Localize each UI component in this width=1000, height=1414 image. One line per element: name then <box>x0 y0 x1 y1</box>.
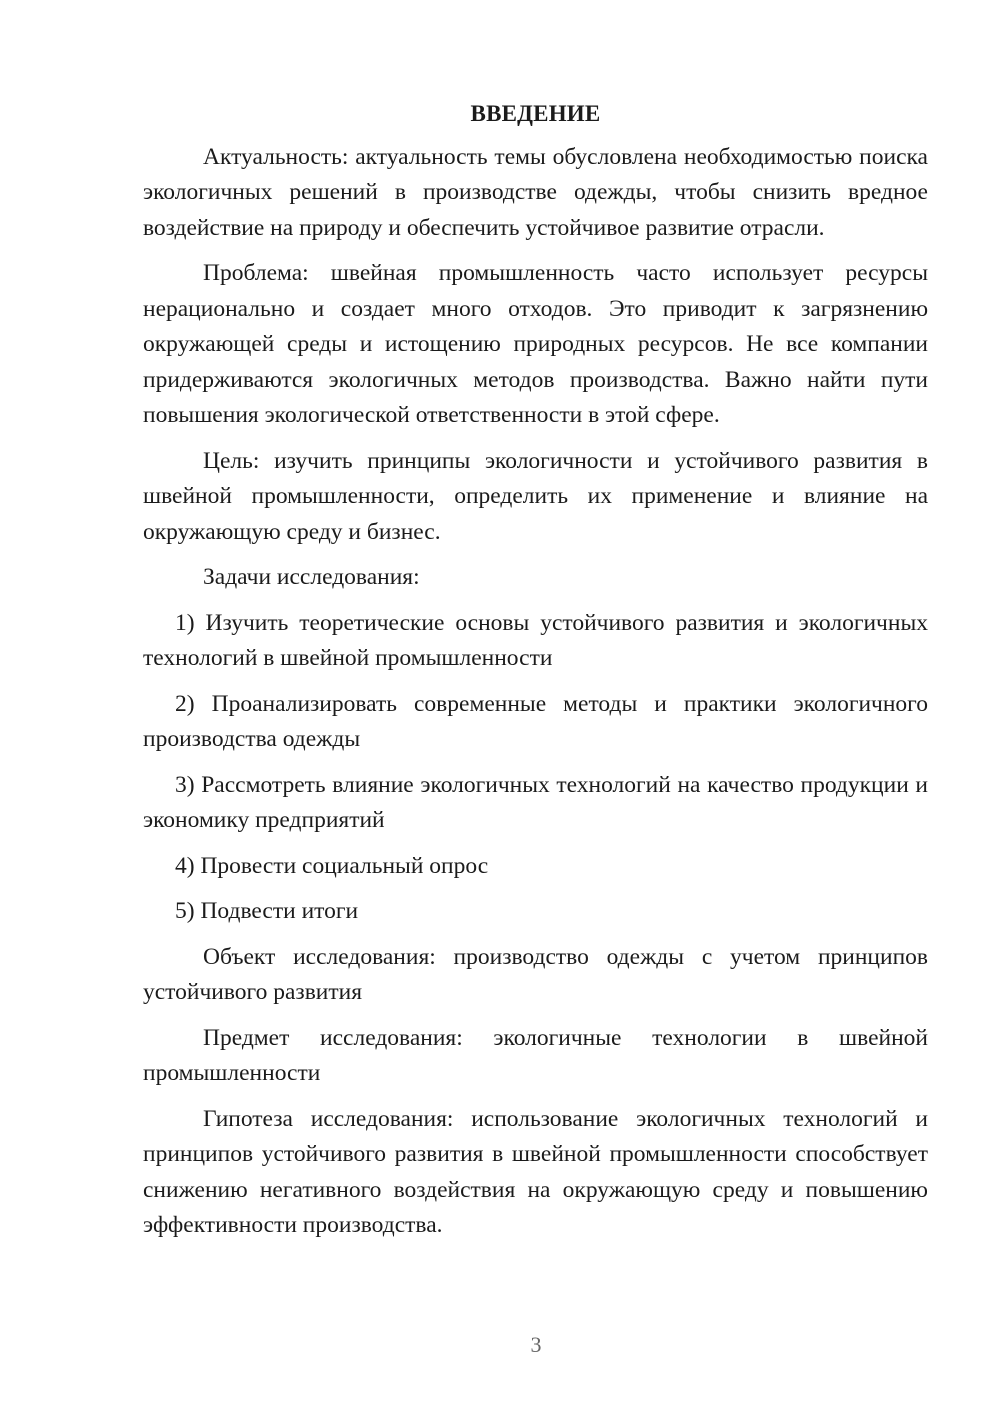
page-number: 3 <box>530 1332 542 1357</box>
paragraph-subject: Предмет исследования: экологичные технологии в швейной промышленности <box>143 1024 928 1086</box>
paragraph-relevance: Актуальность: актуальность темы обусловлена необходимостью поиска экологичных решений в производстве одежды, чтобы снизить вредное воздействие на природу и обеспечить устойчивое развитие отрасли. <box>143 143 928 241</box>
page-title: ВВЕДЕНИЕ <box>470 101 601 126</box>
task-item-2: 2) Проанализировать современные методы и практики экологичного производства одежды <box>143 690 928 752</box>
task-item-4: 4) Провести социальный опрос <box>175 852 489 879</box>
task-item-3: 3) Рассмотреть влияние экологичных технологий на качество продукции и экономику предприятий <box>143 771 928 833</box>
paragraph-tasks-heading: Задачи исследования: <box>203 564 420 590</box>
task-item-1: 1) Изучить теоретические основы устойчивого развития и экологичных технологий в швейной промышленности <box>143 609 928 671</box>
task-item-5: 5) Подвести итоги <box>175 898 359 924</box>
document-body <box>143 96 928 1254</box>
paragraph-hypothesis: Гипотеза исследования: использование экологичных технологий и принципов устойчивого развития в швейной промышленности способствует снижению негативного воздействия на окружающую среду и повышению эффективности производства. <box>143 1105 928 1238</box>
paragraph-object: Объект исследования: производство одежды с учетом принципов устойчивого развития <box>143 943 928 1005</box>
paragraph-problem: Проблема: швейная промышленность часто использует ресурсы нерационально и создает много отходов. Это приводит к загрязнению окружающей среды и истощению природных ресурсов. Не все компании придерживаются экологичных методов производства. Важно найти пути повышения экологической ответственности в этой сфере. <box>143 260 928 428</box>
paragraph-goal: Цель: изучить принципы экологичности и устойчивого развития в швейной промышленности, определить их применение и влияние на окружающую среду и бизнес. <box>143 447 928 545</box>
